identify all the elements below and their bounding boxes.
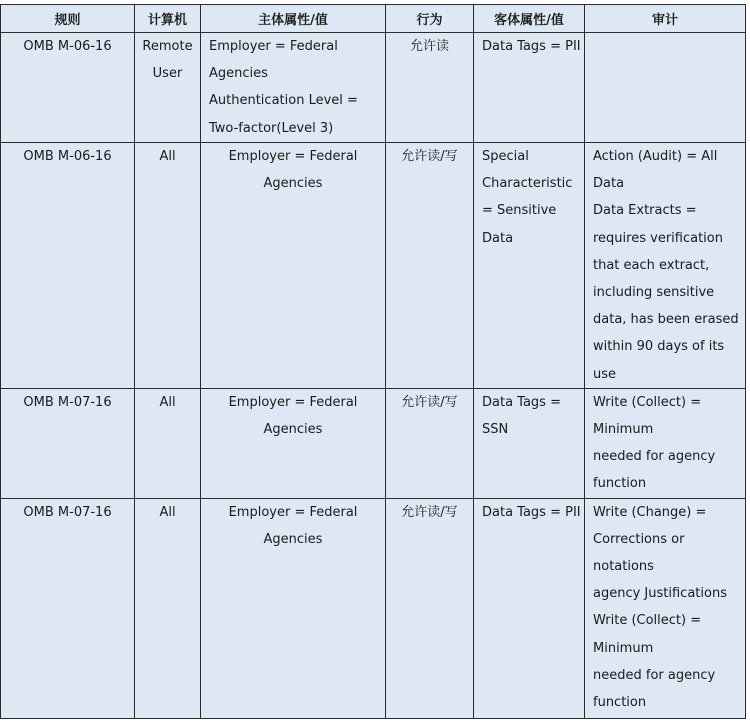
cell-action: 允许读/写 bbox=[386, 143, 474, 389]
header-object-attributes: 客体属性/值 bbox=[474, 5, 585, 33]
cell-rule: OMB M-07-16 bbox=[1, 498, 135, 718]
table-row bbox=[1, 33, 746, 143]
cell-subject: Employer = Federal Agencies bbox=[201, 143, 386, 389]
cell-rule: OMB M-07-16 bbox=[1, 388, 135, 498]
cell-audit: Write (Change) = Corrections or notations agency Justifications Write (Collect) = Minimum needed for agency function bbox=[585, 498, 746, 718]
table-row bbox=[1, 388, 746, 498]
cell-object: Special Characteristic = Sensitive Data bbox=[474, 143, 585, 389]
cell-audit bbox=[585, 33, 746, 143]
header-computer: 计算机 bbox=[135, 5, 201, 33]
table-header-row bbox=[1, 5, 746, 33]
cell-object: Data Tags = PII bbox=[474, 33, 585, 143]
cell-subject: Employer = Federal Agencies Authentication Level = Two-factor(Level 3) bbox=[201, 33, 386, 143]
table-row bbox=[1, 143, 746, 389]
header-action: 行为 bbox=[386, 5, 474, 33]
cell-action: 允许读/写 bbox=[386, 498, 474, 718]
table-row bbox=[1, 498, 746, 718]
cell-subject: Employer = Federal Agencies bbox=[201, 388, 386, 498]
header-subject-attributes: 主体属性/值 bbox=[201, 5, 386, 33]
cell-computer: All bbox=[135, 143, 201, 389]
cell-rule: OMB M-06-16 bbox=[1, 143, 135, 389]
cell-computer: Remote User bbox=[135, 33, 201, 143]
cell-audit: Write (Collect) = Minimum needed for agency function bbox=[585, 388, 746, 498]
cell-object: Data Tags = SSN bbox=[474, 388, 585, 498]
cell-object: Data Tags = PII bbox=[474, 498, 585, 718]
cell-subject: Employer = Federal Agencies bbox=[201, 498, 386, 718]
cell-audit: Action (Audit) = All Data Data Extracts = requires verification that each extract, including sensitive data, has been erased within 90 days of its use bbox=[585, 143, 746, 389]
access-policy-table bbox=[0, 4, 746, 719]
cell-computer: All bbox=[135, 388, 201, 498]
cell-rule: OMB M-06-16 bbox=[1, 33, 135, 143]
cell-computer: All bbox=[135, 498, 201, 718]
cell-action: 允许读/写 bbox=[386, 388, 474, 498]
header-rule: 规则 bbox=[1, 5, 135, 33]
header-audit: 审计 bbox=[585, 5, 746, 33]
cell-action: 允许读 bbox=[386, 33, 474, 143]
